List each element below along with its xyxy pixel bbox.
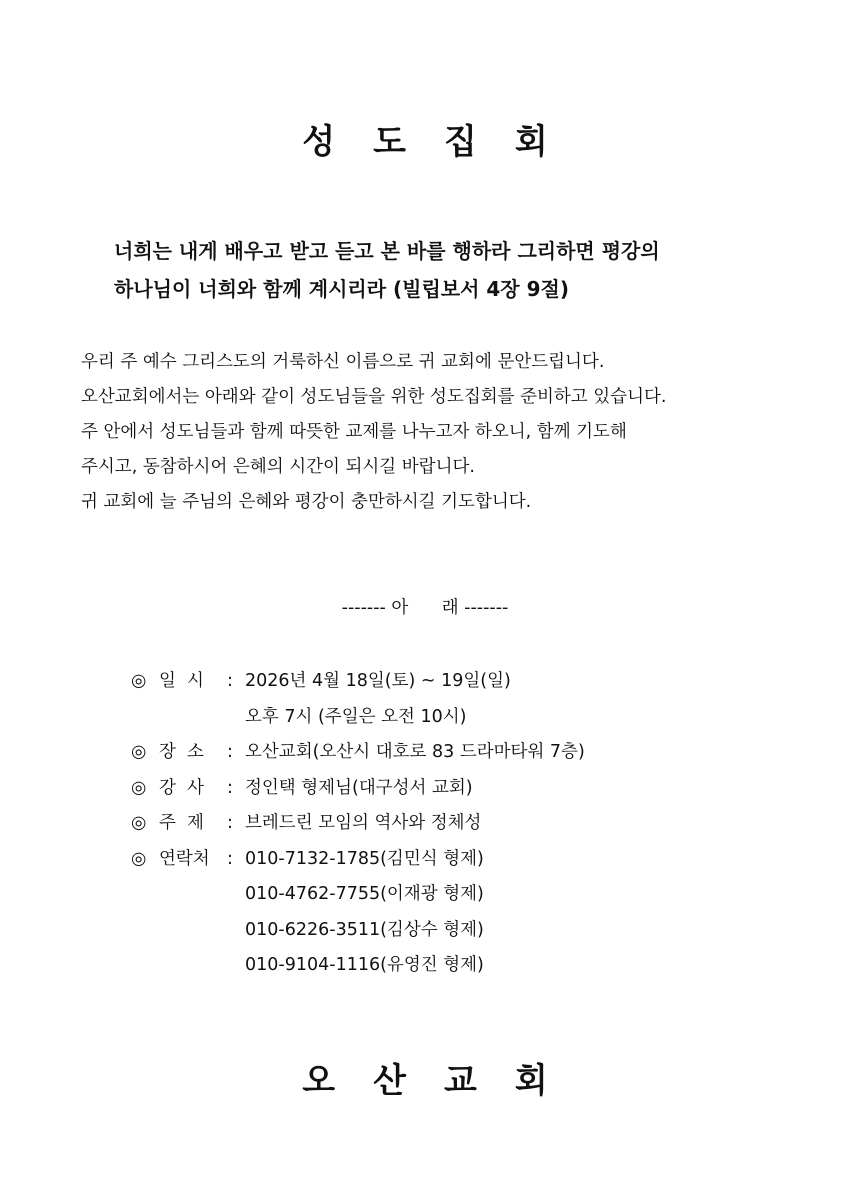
colon: : <box>227 848 233 869</box>
document-title: 성도집회 <box>302 122 586 162</box>
place-value: 오산교회(오산시 대호로 83 드라마타워 7층) <box>245 742 585 762</box>
contact-row <box>131 913 781 949</box>
speaker-row <box>131 771 781 807</box>
contact-label: 연락처 <box>159 848 210 869</box>
contact-row <box>131 877 781 913</box>
verse-line-2: 하나님이 너희와 함께 계시리라 (빌립보서 4장 9절) <box>114 277 569 301</box>
contact-value: 010-7132-1785(김민식 형제) <box>245 848 484 869</box>
speaker-label: 강 사 <box>159 777 204 798</box>
colon: : <box>227 813 233 833</box>
theme-row <box>131 806 781 842</box>
greeting-line-3: 주 안에서 성도님들과 함께 따뜻한 교제를 나누고자 하오니, 함께 기도해 <box>81 422 627 442</box>
greeting-line-4: 주시고, 동참하시어 은혜의 시간이 되시길 바랍니다. <box>81 457 475 477</box>
greeting-line-5: 귀 교회에 늘 주님의 은혜와 평강이 충만하시길 기도합니다. <box>81 492 532 512</box>
speaker-value: 정인택 형제님(대구성서 교회) <box>245 777 473 798</box>
contact-value: 010-4762-7755(이재광 형제) <box>245 884 484 904</box>
contact-row <box>131 842 781 878</box>
contact-value: 010-9104-1116(유영진 형제) <box>245 955 484 975</box>
bullet-mark: ◎ <box>131 777 147 798</box>
theme-value: 브레드린 모임의 역사와 정체성 <box>245 813 482 833</box>
verse-line-1: 너희는 내게 배우고 받고 듣고 본 바를 행하라 그리하면 평강의 <box>114 239 660 263</box>
date-value: 2026년 4월 18일(토) ~ 19일(일) <box>245 671 511 691</box>
bullet-mark: ◎ <box>131 671 147 691</box>
church-name-footer: 오산교회 <box>302 1061 586 1101</box>
bullet-mark: ◎ <box>131 742 147 762</box>
greeting-paragraph <box>81 345 801 520</box>
date-label: 일 시 <box>159 671 204 691</box>
contact-value: 010-6226-3511(김상수 형제) <box>245 919 484 940</box>
contact-row <box>131 948 781 984</box>
colon: : <box>227 742 233 762</box>
greeting-line-2: 오산교회에서는 아래와 같이 성도님들을 위한 성도집회를 준비하고 있습니다. <box>81 387 667 407</box>
theme-label: 주 제 <box>159 813 204 833</box>
colon: : <box>227 671 233 691</box>
bullet-mark: ◎ <box>131 813 147 833</box>
place-label: 장 소 <box>159 742 204 762</box>
time-value: 오후 7시 (주일은 오전 10시) <box>245 706 467 727</box>
greeting-line-1: 우리 주 예수 그리스도의 거룩하신 이름으로 귀 교회에 문안드립니다. <box>81 352 605 372</box>
scripture-verse <box>114 232 794 308</box>
place-row <box>131 735 781 771</box>
time-row <box>131 700 781 736</box>
bullet-mark: ◎ <box>131 848 147 869</box>
section-divider: ------- 아 래 ------- <box>341 598 509 618</box>
event-details <box>131 664 781 984</box>
colon: : <box>227 777 233 798</box>
date-row <box>131 664 781 700</box>
